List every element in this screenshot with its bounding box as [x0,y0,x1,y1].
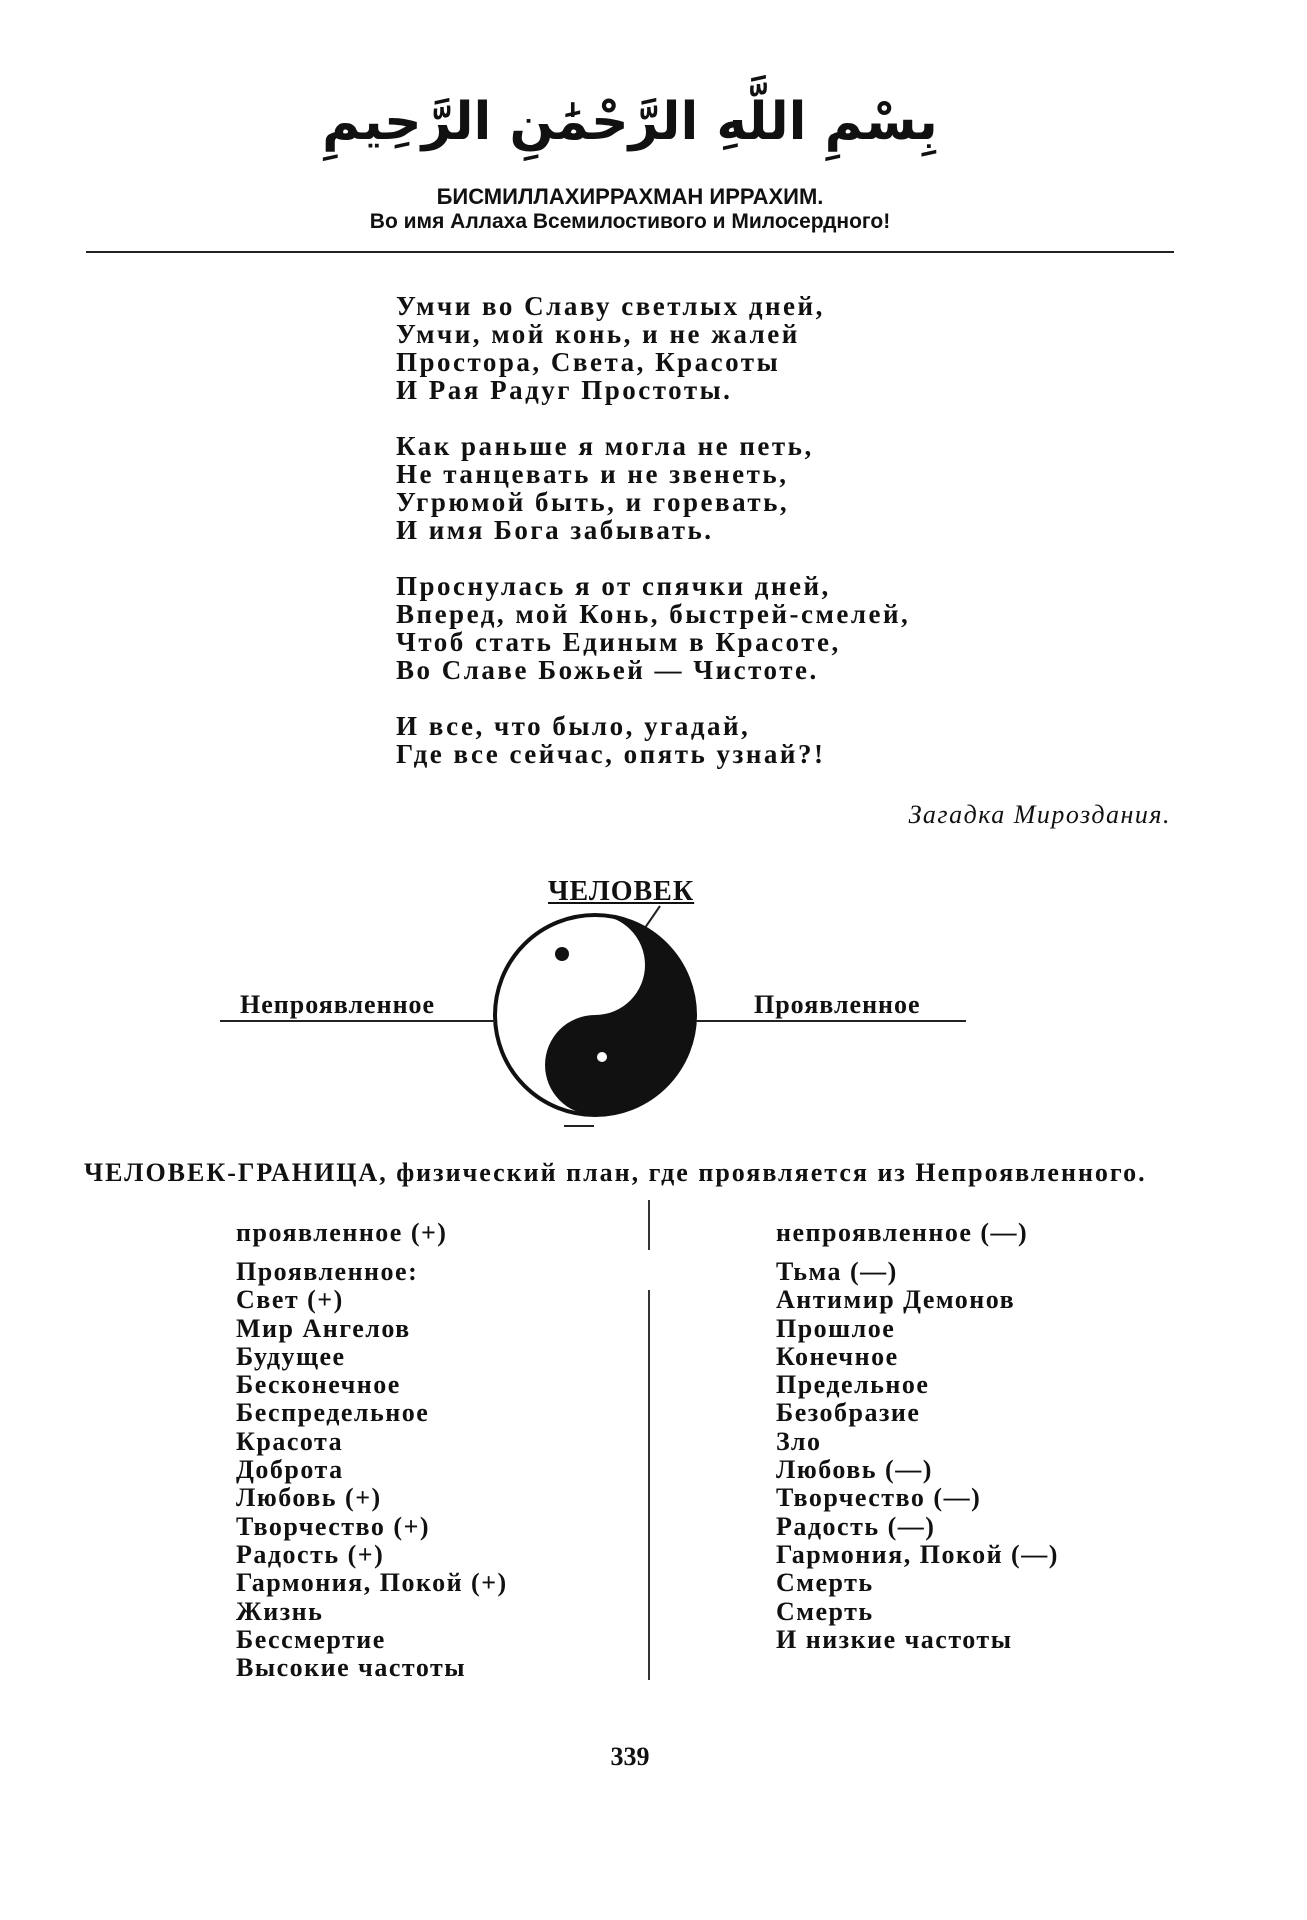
bismillah-transliteration: БИСМИЛЛАХИРРАХМАН ИРРАХИМ. [436,184,824,209]
poem-stanza-2 [396,432,910,544]
poem [396,292,910,796]
list-item: Будущее [236,1341,346,1371]
list-item: Тьма (—) [776,1257,898,1286]
list-item: Бесконечное [236,1370,401,1400]
list-item: Доброта [236,1455,344,1485]
left-column-list [236,1258,508,1682]
poem-line: Чтоб стать Единым в Красоте, [396,627,841,657]
yin-yang-dot-dark [555,947,569,961]
list-item: Гармония, Покой (+) [236,1568,508,1598]
header-rule [86,251,1174,253]
right-column-header: непроявленное (—) [776,1218,1029,1247]
list-item: Любовь (—) [776,1455,933,1485]
poem-stanza-3 [396,572,910,684]
yin-yang-diagram [480,900,720,1130]
list-item: Антимир Демонов [776,1285,1016,1315]
list-item: Радость (+) [236,1539,385,1569]
page-number: 339 [610,1742,650,1771]
list-item: Безобразие [776,1398,921,1428]
definition-paragraph: ЧЕЛОВЕК-ГРАНИЦА, физический план, где проявляется из Непроявленного. [84,1158,1147,1187]
yin-yang-icon [495,915,695,1115]
list-item: Творчество (+) [236,1511,431,1541]
list-item: Зло [776,1426,822,1456]
yin-yang-dot-light [597,1052,607,1062]
diagram-title: ЧЕЛОВЕК [548,876,695,907]
list-item: Свет (+) [236,1285,344,1315]
poem-line: И Рая Радуг Простоты. [396,375,733,405]
list-item: Конечное [776,1341,899,1371]
list-item: Красота [236,1426,344,1456]
label-manifested: Проявленное [696,990,966,1022]
label-unmanifested: Непроявленное [220,990,495,1022]
poem-stanza-1 [396,292,910,404]
poem-line: Простора, Света, Красоты [396,347,781,377]
poem-line: Умчи во Славу светлых дней, [396,291,825,321]
list-item: Гармония, Покой (—) [776,1539,1059,1569]
poem-line: И все, что было, угадай, [396,711,751,741]
list-item: Бессмертие [236,1624,386,1654]
bismillah-calligraphy: بِسْمِ اللَّهِ الرَّحْمَٰنِ الرَّحِيمِ [322,92,938,152]
list-item: Прошлое [776,1313,896,1343]
list-item: Предельное [776,1370,930,1400]
column-divider-top [648,1200,650,1250]
list-item: Проявленное: [236,1257,419,1286]
column-divider [648,1290,650,1680]
list-item: Любовь (+) [236,1483,382,1513]
list-item: Смерть [776,1596,874,1626]
right-column-list [776,1258,1059,1654]
poem-line: Как раньше я могла не петь, [396,431,814,461]
poem-line: Во Славе Божьей — Чистоте. [396,655,819,685]
poem-line: Вперед, мой Конь, быстрей-смелей, [396,599,911,629]
list-item: Жизнь [236,1596,324,1626]
list-item: Беспредельное [236,1398,430,1428]
list-item: Смерть [776,1568,874,1598]
poem-line: Умчи, мой конь, и не жалей [396,319,800,349]
poem-line: Угрюмой быть, и горевать, [396,487,790,517]
left-column-header: проявленное (+) [236,1218,448,1247]
poem-line: Проснулась я от спячки дней, [396,571,831,601]
poem-stanza-4 [396,712,910,768]
list-item: Творчество (—) [776,1483,982,1513]
poem-line: И имя Бога забывать. [396,515,714,545]
list-item: Мир Ангелов [236,1313,411,1343]
poem-line: Не танцевать и не звенеть, [396,459,789,489]
list-item: Радость (—) [776,1511,936,1541]
bismillah-translation: Во имя Аллаха Всемилостивого и Милосердного! [369,210,891,233]
list-item: Высокие частоты [236,1653,467,1683]
poem-signature: Загадка Мироздания. [908,800,1171,829]
list-item: И низкие частоты [776,1624,1013,1654]
poem-line: Где все сейчас, опять узнай?! [396,739,826,769]
